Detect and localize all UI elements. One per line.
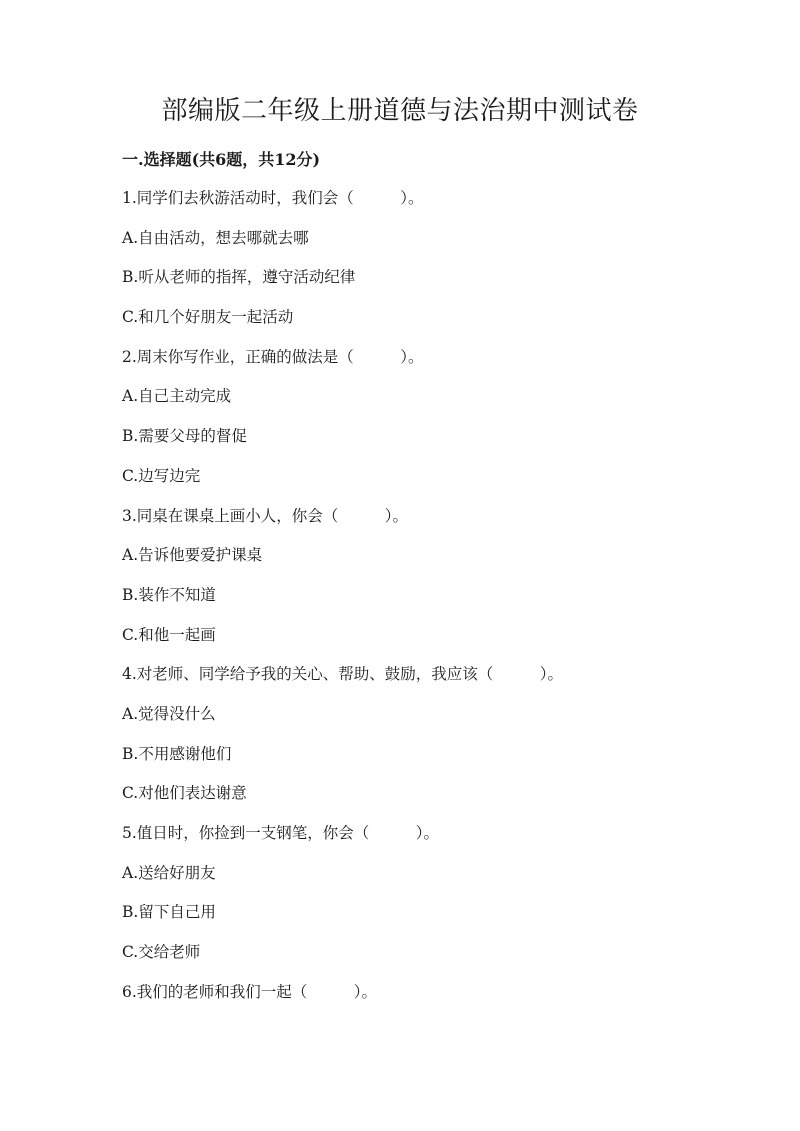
question-4-option-c: C.对他们表达谢意: [122, 784, 247, 803]
question-3-option-a: A.告诉他要爱护课桌: [122, 546, 263, 565]
question-5-option-a: A.送给好朋友: [122, 863, 216, 882]
question-2-option-c: C.边写边完: [122, 466, 201, 485]
question-6-stem: 6.我们的老师和我们一起（ ）。: [122, 982, 378, 1001]
question-5-option-c: C.交给老师: [122, 943, 201, 962]
question-3-option-b: B.装作不知道: [122, 585, 216, 604]
question-1-option-b: B.听从老师的指挥，遵守活动纪律: [122, 268, 356, 287]
question-list: [122, 185, 742, 1018]
question-3-stem: 3.同桌在课桌上画小人，你会（ ）。: [122, 506, 409, 525]
question-4-option-a: A.觉得没什么: [122, 704, 216, 723]
section-heading: 一.选择题(共6题，共12分): [122, 150, 321, 169]
question-3-option-c: C.和他一起画: [122, 625, 216, 644]
question-4-option-b: B.不用感谢他们: [122, 744, 232, 763]
question-1-option-a: A.自由活动，想去哪就去哪: [122, 228, 309, 247]
question-2-option-a: A.自己主动完成: [122, 387, 232, 406]
question-1-option-c: C.和几个好朋友一起活动: [122, 308, 294, 327]
question-1-stem: 1.同学们去秋游活动时，我们会（ ）。: [122, 189, 424, 207]
page-title: 部编版二年级上册道德与法治期中测试卷: [161, 96, 639, 126]
question-4-stem: 4.对老师、同学给予我的关心、帮助、鼓励，我应该（ ）。: [122, 665, 564, 684]
question-5-stem: 5.值日时，你捡到一支钢笔，你会（ ）。: [122, 824, 440, 842]
question-5-option-b: B.留下自己用: [122, 903, 216, 922]
question-2-stem: 2.周末你写作业，正确的做法是（ ）。: [122, 347, 424, 366]
question-2-option-b: B.需要父母的督促: [122, 427, 247, 446]
